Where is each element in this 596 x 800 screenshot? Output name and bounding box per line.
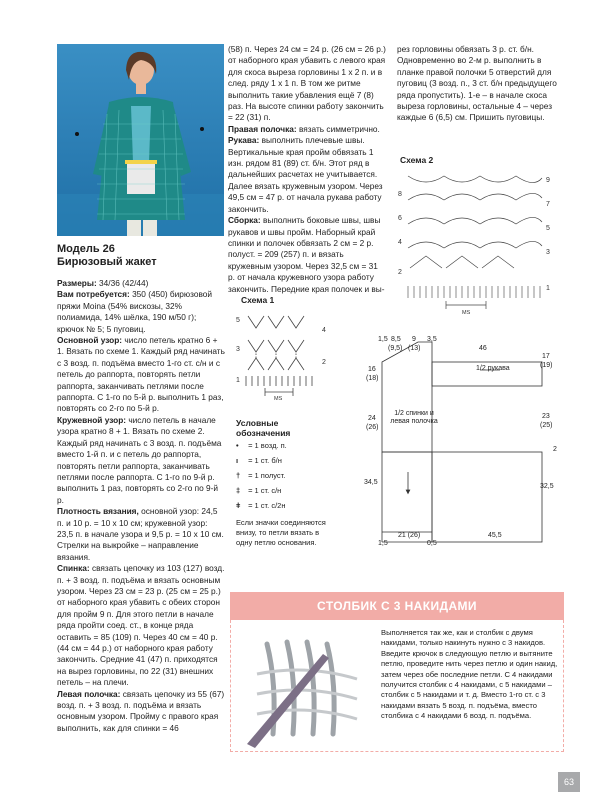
- paragraph-text: связать цепочку из 55 (67) возд. п. + 3 возд. п. подъёма и вязать основным узором. Пройму с правого края выполнить, как для спинки = 46: [57, 688, 225, 733]
- dim-right-3: 23: [542, 413, 550, 420]
- dim-bottom-2: 21 (26): [398, 532, 421, 539]
- technique-title: СТОЛБИК С 3 НАКИДАМИ: [317, 599, 477, 613]
- sleeve-label: 1/2 рукава: [476, 365, 510, 372]
- model-heading: [57, 243, 227, 269]
- legend-item: [236, 483, 336, 498]
- col1-paragraph: [57, 563, 225, 688]
- dim-top-7: 46: [479, 345, 487, 352]
- legend-text: = 1 ст. с/2н: [246, 501, 286, 510]
- scheme1-row-label: 5: [236, 317, 240, 324]
- svg-text:2: 2: [398, 269, 402, 276]
- legend-symbol-icon: ǂ: [236, 501, 241, 510]
- pattern-schematic: [360, 332, 560, 554]
- dim-right-2: (19): [540, 362, 553, 369]
- paragraph-label: Размеры:: [57, 278, 97, 288]
- dim-right-6: 32,5: [540, 483, 554, 490]
- dim-top-6: 3,5: [427, 336, 437, 343]
- col2-paragraph: [228, 44, 386, 124]
- svg-text:9: 9: [546, 177, 550, 184]
- col1-paragraph: [57, 540, 225, 563]
- legend-item: [236, 498, 336, 513]
- scheme2-chart: [396, 168, 556, 318]
- svg-text:5: 5: [546, 225, 550, 232]
- col1-paragraph: [57, 689, 225, 735]
- paragraph-text: рез горловины обвязать 3 р. ст. б/н. Одновременно во 2-м р. выполнить в планке правой полочки 5 отверстий для пуговиц (3 возд. п., 3 ст. б/н предыдущего ряда пропустить). 1-е – в начале скоса выреза горловины, остальные 4 – через каждые 6 (6,5) см. Пришить пуговицы.: [397, 44, 557, 123]
- technique-text: Выполняется так же, как и столбик с двумя накидами, только накинуть нужно с 3 накидов. Введите крючок в следующую петлю и вытяните петлю, проведите нить через петлю и один накид, затем через обе последние петли. С 4 накидами получится столбик с 4 накидами, с 5 накидами – столбик с 5 накидами и т. д. Вместо 1-го ст. с 3 накидами вязать 5 возд. п. подъёма, вместо столбика с 4 накидами 6 возд. п. подъёма.: [381, 628, 558, 721]
- scheme1-title: Схема 1: [241, 295, 275, 305]
- svg-text:4: 4: [398, 239, 402, 246]
- legend-text: = 1 ст. с/н: [246, 486, 282, 495]
- svg-text:3: 3: [546, 249, 550, 256]
- technique-box: [230, 620, 564, 752]
- legend-symbol-icon: •: [236, 441, 239, 450]
- paragraph-text: число петель в начале узора кратно 8 + 1. Вязать по схеме 2. Каждый ряд начинать с 3 возд. п. подъёма вместо 1-й п. и с петель до раппорта, повторять петли раппорта, заканчивать петлями после раппорта. С 1-го по 9-й р. выполнить 1 раз, повторять со 2-го по 9-й р.: [57, 414, 222, 505]
- legend-symbol-icon: ‡: [236, 486, 241, 495]
- dim-bottom-1: 1,5: [378, 540, 388, 547]
- dim-top-3: (9,5): [388, 345, 403, 352]
- paragraph-text: (58) п. Через 24 см = 24 р. (26 см = 26 р.) от наборного края убавить с левого края для скоса выреза горловины 1 х 2 п. и в след. ряду 1 х 1 п. В том же ритме выполнить такие убавления ещё 7 (8) раз. На высоте спинки работу закончить = 22 (31) п.: [228, 44, 386, 123]
- legend-text: = 1 ст. б/н: [246, 456, 282, 465]
- paragraph-label: Кружевной узор:: [57, 414, 127, 425]
- paragraph-text: основной узор: 24,5 п. и 10 р. = 10 х 10 см; кружевной узор: 23,5 п. в начале узора и 9,5 р. = 10 х 10 см.: [57, 506, 224, 539]
- col2-paragraph: [228, 124, 386, 135]
- scheme1-row-label: 4: [322, 327, 326, 334]
- paragraph-text: число петель кратно 6 + 1. Вязать по схеме 1. Каждый ряд начинать с 3 возд. п. подъёма вместо 1-го ст. с/н и с петель до раппорта, повторять петли раппорта, заканчивать петлями после раппорта. С 1-го по 5-й р. выполнить 1 раз, повторять со 2-го по 5-й р.: [57, 335, 225, 414]
- col1-paragraph: [57, 289, 225, 335]
- model-subtitle: Бирюзовый жакет: [57, 256, 157, 268]
- crochet-hook-illustration: [237, 624, 377, 748]
- paragraph-text: выполнить плечевые швы. Вертикальные края пройм обвязать 1 изн. рядом 81 (89) ст. б/н. Этот ряд в дальнейших расчетах не учитывается. Далее вязать кружевным узором. Через 49,5 см = 47 р. от начала рукава работу закончить.: [228, 135, 383, 214]
- col1-paragraph: [57, 335, 225, 415]
- scheme1-chart: [234, 306, 334, 402]
- scheme2-title: Схема 2: [400, 155, 434, 165]
- legend-text: = 1 полуст.: [246, 471, 286, 480]
- col1-paragraph: [57, 415, 225, 506]
- dim-top-2: 8,5: [391, 336, 401, 343]
- svg-text:7: 7: [546, 201, 550, 208]
- paragraph-label: Плотность вязания,: [57, 506, 139, 517]
- paragraph-text: 350 (450) бирюзовой пряжи Moina (54% вискозы, 32% полиамида, 14% шёлка, 190 м/50 г); крючок № 5; 5 пуговиц.: [57, 289, 213, 334]
- paragraph-label: Левая полочка:: [57, 688, 121, 699]
- dim-left-5: 34,5: [364, 479, 378, 486]
- scheme1-row-label: 2: [322, 359, 326, 366]
- paragraph-text: вязать симметрично.: [296, 123, 380, 134]
- svg-text:1: 1: [546, 285, 550, 292]
- dim-right-4: (25): [540, 422, 553, 429]
- scheme2-ms: MS: [462, 310, 471, 316]
- dim-top-5: (13): [408, 345, 421, 352]
- paragraph-text: 34/36 (42/44): [96, 278, 149, 288]
- legend-item: [236, 438, 336, 453]
- dim-right-1: 17: [542, 353, 550, 360]
- paragraph-label: Правая полочка:: [228, 123, 297, 134]
- instructions-column-3: [397, 44, 557, 124]
- model-title: Модель 26: [57, 243, 115, 255]
- paragraph-text: Стрелки на выкройке – направление вязания.: [57, 540, 199, 562]
- paragraph-label: Сборка:: [228, 215, 261, 226]
- instructions-column-2: [228, 44, 386, 295]
- scheme1-row-label: 1: [236, 377, 240, 384]
- legend-note: Если значки соединяются внизу, то петли вязать в одну петлю основания.: [236, 518, 326, 547]
- dim-bottom-3: 0,5: [427, 540, 437, 547]
- dim-left-1: 16: [368, 366, 376, 373]
- technique-banner: [230, 592, 564, 620]
- legend-symbol-icon: †: [236, 471, 241, 480]
- dim-left-3: 24: [368, 415, 376, 422]
- svg-text:8: 8: [398, 191, 402, 198]
- col1-paragraph: [57, 506, 225, 540]
- paragraph-text: выполнить боковые швы, швы рукавов и швы пройм. Наборный край спинки и полочек обвязать 2 см = 2 р. полуст. = 209 (257) п. и вязать кружевным узором. Через 32,5 см = 31 р. от начала кружевного узора работу закончить. Передние края полочек и вы-: [228, 215, 385, 294]
- col3-paragraph: [397, 44, 557, 124]
- model-photo: [57, 44, 224, 236]
- page-number: 63: [558, 772, 580, 792]
- svg-text:6: 6: [398, 215, 402, 222]
- dim-left-4: (26): [366, 424, 379, 431]
- paragraph-label: Основной узор:: [57, 335, 123, 346]
- col2-paragraph: [228, 215, 386, 295]
- paragraph-text: связать цепочку из 103 (127) возд. п. + 3 возд. п. подъёма и вязать основным узором. Через 23 см = 23 р. (25 см = 25 р.) от наборного края убавить с обеих сторон для пройм 9 п. Для этого петли в начале ряда пройти соед. ст., в конце ряда оставить = 85 (109) п. Через 40 см = 40 р. (44 см = 44 р.) от наборного края работу закончить. Средние 41 (47) п. приходятся на вырез горловины, по 22 (31) внешних петель – на плечи.: [57, 563, 225, 688]
- scheme1-row-label: 3: [236, 346, 240, 353]
- scheme1-ms: MS: [274, 396, 283, 402]
- body-label: 1/2 спинки и левая полочка: [390, 410, 438, 425]
- legend-symbol-icon: ı: [236, 456, 239, 465]
- legend-text: = 1 возд. п.: [246, 441, 287, 450]
- dim-right-5: 2: [553, 446, 557, 453]
- legend-title: Условные обозначения: [236, 418, 291, 438]
- legend-item: [236, 453, 336, 468]
- paragraph-label: Рукава:: [228, 135, 260, 146]
- legend-item: [236, 468, 336, 483]
- paragraph-label: Спинка:: [57, 563, 90, 574]
- dim-left-2: (18): [366, 375, 379, 382]
- col2-paragraph: [228, 135, 386, 215]
- instructions-column-1: [57, 278, 225, 734]
- col1-paragraph: [57, 278, 225, 289]
- dim-top-1: 1,5: [378, 336, 388, 343]
- legend-list: [236, 438, 336, 513]
- paragraph-label: Вам потребуется:: [57, 289, 130, 300]
- dim-top-4: 9: [412, 336, 416, 343]
- dim-bottom-4: 45,5: [488, 532, 502, 539]
